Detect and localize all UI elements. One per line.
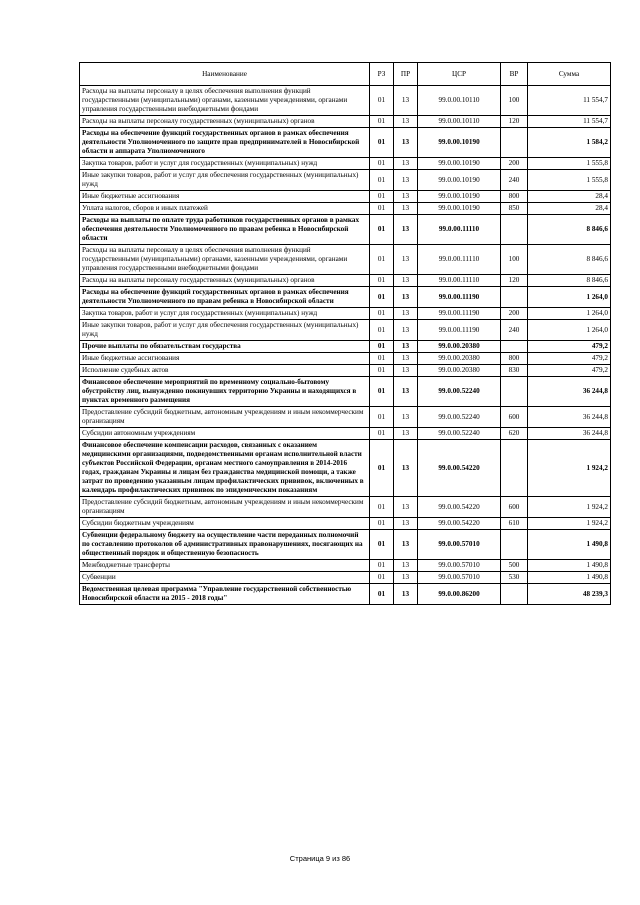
cell-vr: 610 xyxy=(501,518,528,530)
cell-vr: 530 xyxy=(501,572,528,584)
cell-name: Закупка товаров, работ и услуг для государственных (муниципальных) нужд xyxy=(80,158,370,170)
cell-pr: 13 xyxy=(394,191,418,203)
cell-vr xyxy=(501,128,528,158)
cell-csr: 99.0.00.52240 xyxy=(418,407,501,428)
cell-pr: 13 xyxy=(394,572,418,584)
cell-name: Расходы на обеспечение функций государственных органов в рамках обеспечения деятельности Уполномоченного по защите прав предпринимателей в Новосибирской области и аппарата Уполномоченного xyxy=(80,128,370,158)
cell-sum: 1 490,8 xyxy=(528,560,611,572)
cell-vr xyxy=(501,215,528,245)
cell-sum: 36 244,8 xyxy=(528,377,611,407)
cell-rz: 01 xyxy=(370,353,394,365)
table-row xyxy=(80,530,611,560)
cell-pr: 13 xyxy=(394,287,418,308)
cell-sum: 28,4 xyxy=(528,203,611,215)
cell-rz: 01 xyxy=(370,365,394,377)
cell-rz: 01 xyxy=(370,560,394,572)
cell-csr: 99.0.00.10190 xyxy=(418,170,501,191)
cell-name: Расходы на выплаты персоналу в целях обеспечения выполнения функций государственными (муниципальными) органами, казенными учреждениями, органами управления государственными внебюджетными фондами xyxy=(80,245,370,275)
cell-sum: 1 490,8 xyxy=(528,572,611,584)
cell-pr: 13 xyxy=(394,86,418,116)
page-number: Страница 9 из 86 xyxy=(289,854,351,863)
cell-rz: 01 xyxy=(370,215,394,245)
cell-sum: 48 239,3 xyxy=(528,584,611,605)
cell-csr: 99.0.00.57010 xyxy=(418,572,501,584)
cell-vr: 200 xyxy=(501,158,528,170)
cell-vr: 240 xyxy=(501,320,528,341)
cell-name: Финансовое обеспечение компенсации расходов, связанных с оказанием медицинскими организациями, подведомственными органам исполнительной власти субъектов Российской Федерации, органам местного самоуправления в 2014-2016 годах, гражданам Украины и лицам без гражданства медицинской помощи, а также затрат по проведению указанным лицам профилактических прививок, включенных в календарь профилактических прививок по эпидемическим показаниям xyxy=(80,440,370,497)
cell-csr: 99.0.00.11190 xyxy=(418,308,501,320)
cell-sum: 11 554,7 xyxy=(528,116,611,128)
cell-name: Расходы на выплаты персоналу в целях обеспечения выполнения функций государственными (муниципальными) органами, казенными учреждениями, органами управления государственными внебюджетными фондами xyxy=(80,86,370,116)
cell-vr: 120 xyxy=(501,275,528,287)
cell-rz: 01 xyxy=(370,245,394,275)
cell-csr: 99.0.00.54220 xyxy=(418,518,501,530)
cell-rz: 01 xyxy=(370,518,394,530)
cell-pr: 13 xyxy=(394,428,418,440)
cell-csr: 99.0.00.11190 xyxy=(418,287,501,308)
table-row xyxy=(80,275,611,287)
cell-sum: 1 555,8 xyxy=(528,158,611,170)
cell-csr: 99.0.00.10190 xyxy=(418,203,501,215)
cell-name: Межбюджетные трансферты xyxy=(80,560,370,572)
cell-name: Расходы на выплаты по оплате труда работников государственных органов в рамках обеспечения деятельности Уполномоченного по правам ребенка в Новосибирской области xyxy=(80,215,370,245)
table-row xyxy=(80,128,611,158)
cell-name: Расходы на обеспечение функций государственных органов в рамках обеспечения деятельности Уполномоченного по правам ребенка в Новосибирской области xyxy=(80,287,370,308)
cell-rz: 01 xyxy=(370,158,394,170)
table-row xyxy=(80,116,611,128)
cell-csr: 99.0.00.20380 xyxy=(418,353,501,365)
table-row xyxy=(80,308,611,320)
cell-pr: 13 xyxy=(394,170,418,191)
cell-sum: 1 924,2 xyxy=(528,497,611,518)
cell-rz: 01 xyxy=(370,86,394,116)
cell-rz: 01 xyxy=(370,584,394,605)
cell-rz: 01 xyxy=(370,572,394,584)
cell-csr: 99.0.00.57010 xyxy=(418,530,501,560)
cell-csr: 99.0.00.11110 xyxy=(418,245,501,275)
cell-pr: 13 xyxy=(394,518,418,530)
table-row xyxy=(80,365,611,377)
cell-pr: 13 xyxy=(394,341,418,353)
cell-sum: 8 846,6 xyxy=(528,245,611,275)
cell-vr: 600 xyxy=(501,497,528,518)
table-row xyxy=(80,440,611,497)
table-row xyxy=(80,572,611,584)
cell-csr: 99.0.00.86200 xyxy=(418,584,501,605)
cell-csr: 99.0.00.57010 xyxy=(418,560,501,572)
table-row xyxy=(80,428,611,440)
cell-name: Расходы на выплаты персоналу государственных (муниципальных) органов xyxy=(80,116,370,128)
table-row xyxy=(80,158,611,170)
cell-vr: 240 xyxy=(501,170,528,191)
cell-vr xyxy=(501,287,528,308)
cell-csr: 99.0.00.10110 xyxy=(418,116,501,128)
budget-table xyxy=(79,62,611,605)
cell-csr: 99.0.00.11110 xyxy=(418,275,501,287)
cell-sum: 8 846,6 xyxy=(528,215,611,245)
cell-rz: 01 xyxy=(370,497,394,518)
cell-sum: 1 264,0 xyxy=(528,308,611,320)
table-row xyxy=(80,203,611,215)
cell-sum: 8 846,6 xyxy=(528,275,611,287)
cell-name: Исполнение судебных актов xyxy=(80,365,370,377)
table-row xyxy=(80,215,611,245)
cell-rz: 01 xyxy=(370,128,394,158)
cell-name: Прочие выплаты по обязательствам государства xyxy=(80,341,370,353)
cell-csr: 99.0.00.20380 xyxy=(418,341,501,353)
table-row xyxy=(80,407,611,428)
cell-pr: 13 xyxy=(394,308,418,320)
cell-sum: 28,4 xyxy=(528,191,611,203)
header-csr: ЦСР xyxy=(418,63,501,86)
header-pr: ПР xyxy=(394,63,418,86)
cell-csr: 99.0.00.20380 xyxy=(418,365,501,377)
cell-pr: 13 xyxy=(394,116,418,128)
cell-sum: 479,2 xyxy=(528,353,611,365)
cell-pr: 13 xyxy=(394,203,418,215)
cell-vr xyxy=(501,341,528,353)
table-row xyxy=(80,497,611,518)
cell-sum: 479,2 xyxy=(528,365,611,377)
cell-vr: 100 xyxy=(501,86,528,116)
cell-csr: 99.0.00.11110 xyxy=(418,215,501,245)
cell-name: Уплата налогов, сборов и иных платежей xyxy=(80,203,370,215)
table-header-row xyxy=(80,63,611,86)
cell-rz: 01 xyxy=(370,191,394,203)
cell-name: Предоставление субсидий бюджетным, автономным учреждениям и иным некоммерческим организациям xyxy=(80,407,370,428)
cell-pr: 13 xyxy=(394,128,418,158)
table-row xyxy=(80,191,611,203)
cell-sum: 479,2 xyxy=(528,341,611,353)
cell-rz: 01 xyxy=(370,428,394,440)
cell-sum: 1 264,0 xyxy=(528,287,611,308)
cell-name: Закупка товаров, работ и услуг для государственных (муниципальных) нужд xyxy=(80,308,370,320)
cell-name: Финансовое обеспечение мероприятий по временному социально-бытовому обустройству лиц, вынужденно покинувших территорию Украины и находящихся в пунктах временного размещения xyxy=(80,377,370,407)
cell-vr: 850 xyxy=(501,203,528,215)
table-row xyxy=(80,245,611,275)
table-row xyxy=(80,377,611,407)
cell-csr: 99.0.00.52240 xyxy=(418,428,501,440)
cell-pr: 13 xyxy=(394,377,418,407)
cell-vr xyxy=(501,530,528,560)
cell-csr: 99.0.00.52240 xyxy=(418,377,501,407)
cell-name: Иные закупки товаров, работ и услуг для обеспечения государственных (муниципальных) нужд xyxy=(80,320,370,341)
cell-pr: 13 xyxy=(394,584,418,605)
cell-rz: 01 xyxy=(370,440,394,497)
table-row xyxy=(80,353,611,365)
cell-name: Расходы на выплаты персоналу государственных (муниципальных) органов xyxy=(80,275,370,287)
cell-csr: 99.0.00.10190 xyxy=(418,191,501,203)
cell-vr: 500 xyxy=(501,560,528,572)
cell-name: Иные закупки товаров, работ и услуг для обеспечения государственных (муниципальных) нужд xyxy=(80,170,370,191)
table-body xyxy=(80,86,611,605)
cell-vr: 800 xyxy=(501,191,528,203)
cell-vr: 800 xyxy=(501,353,528,365)
cell-sum: 1 555,8 xyxy=(528,170,611,191)
cell-rz: 01 xyxy=(370,203,394,215)
cell-pr: 13 xyxy=(394,497,418,518)
table-row xyxy=(80,518,611,530)
cell-vr xyxy=(501,377,528,407)
cell-pr: 13 xyxy=(394,275,418,287)
cell-name: Ведомственная целевая программа "Управление государственной собственностью Новосибирской области на 2015 - 2018 годы" xyxy=(80,584,370,605)
cell-csr: 99.0.00.11190 xyxy=(418,320,501,341)
header-vr: ВР xyxy=(501,63,528,86)
cell-name: Предоставление субсидий бюджетным, автономным учреждениям и иным некоммерческим организациям xyxy=(80,497,370,518)
cell-vr: 600 xyxy=(501,407,528,428)
cell-name: Иные бюджетные ассигнования xyxy=(80,353,370,365)
cell-csr: 99.0.00.10110 xyxy=(418,86,501,116)
header-name: Наименование xyxy=(80,63,370,86)
cell-pr: 13 xyxy=(394,440,418,497)
cell-csr: 99.0.00.10190 xyxy=(418,158,501,170)
cell-rz: 01 xyxy=(370,407,394,428)
cell-sum: 36 244,8 xyxy=(528,428,611,440)
table-row xyxy=(80,560,611,572)
cell-name: Субвенции xyxy=(80,572,370,584)
cell-vr xyxy=(501,440,528,497)
table-row xyxy=(80,320,611,341)
table-row xyxy=(80,584,611,605)
cell-name: Субсидии автономным учреждениям xyxy=(80,428,370,440)
cell-rz: 01 xyxy=(370,341,394,353)
cell-rz: 01 xyxy=(370,275,394,287)
cell-name: Субвенции федеральному бюджету на осуществление части переданных полномочий по составлению протоколов об административных правонарушениях, посягающих на общественный порядок и общественную безопасность xyxy=(80,530,370,560)
cell-pr: 13 xyxy=(394,245,418,275)
cell-pr: 13 xyxy=(394,407,418,428)
cell-sum: 11 554,7 xyxy=(528,86,611,116)
cell-rz: 01 xyxy=(370,320,394,341)
cell-vr xyxy=(501,584,528,605)
cell-sum: 1 584,2 xyxy=(528,128,611,158)
cell-csr: 99.0.00.54220 xyxy=(418,497,501,518)
cell-vr: 200 xyxy=(501,308,528,320)
cell-vr: 120 xyxy=(501,116,528,128)
cell-pr: 13 xyxy=(394,215,418,245)
cell-sum: 1 264,0 xyxy=(528,320,611,341)
cell-pr: 13 xyxy=(394,320,418,341)
cell-rz: 01 xyxy=(370,530,394,560)
cell-vr: 100 xyxy=(501,245,528,275)
table-row xyxy=(80,170,611,191)
cell-rz: 01 xyxy=(370,170,394,191)
header-rz: РЗ xyxy=(370,63,394,86)
cell-name: Иные бюджетные ассигнования xyxy=(80,191,370,203)
cell-vr: 620 xyxy=(501,428,528,440)
cell-pr: 13 xyxy=(394,158,418,170)
cell-pr: 13 xyxy=(394,530,418,560)
cell-csr: 99.0.00.54220 xyxy=(418,440,501,497)
cell-sum: 36 244,8 xyxy=(528,407,611,428)
cell-name: Субсидии бюджетным учреждениям xyxy=(80,518,370,530)
cell-rz: 01 xyxy=(370,308,394,320)
cell-rz: 01 xyxy=(370,377,394,407)
cell-vr: 830 xyxy=(501,365,528,377)
cell-sum: 1 490,8 xyxy=(528,530,611,560)
cell-pr: 13 xyxy=(394,560,418,572)
table-row xyxy=(80,287,611,308)
cell-sum: 1 924,2 xyxy=(528,440,611,497)
cell-pr: 13 xyxy=(394,353,418,365)
cell-pr: 13 xyxy=(394,365,418,377)
table-row xyxy=(80,341,611,353)
cell-rz: 01 xyxy=(370,287,394,308)
header-sum: Сумма xyxy=(528,63,611,86)
table-row xyxy=(80,86,611,116)
cell-sum: 1 924,2 xyxy=(528,518,611,530)
cell-csr: 99.0.00.10190 xyxy=(418,128,501,158)
cell-rz: 01 xyxy=(370,116,394,128)
